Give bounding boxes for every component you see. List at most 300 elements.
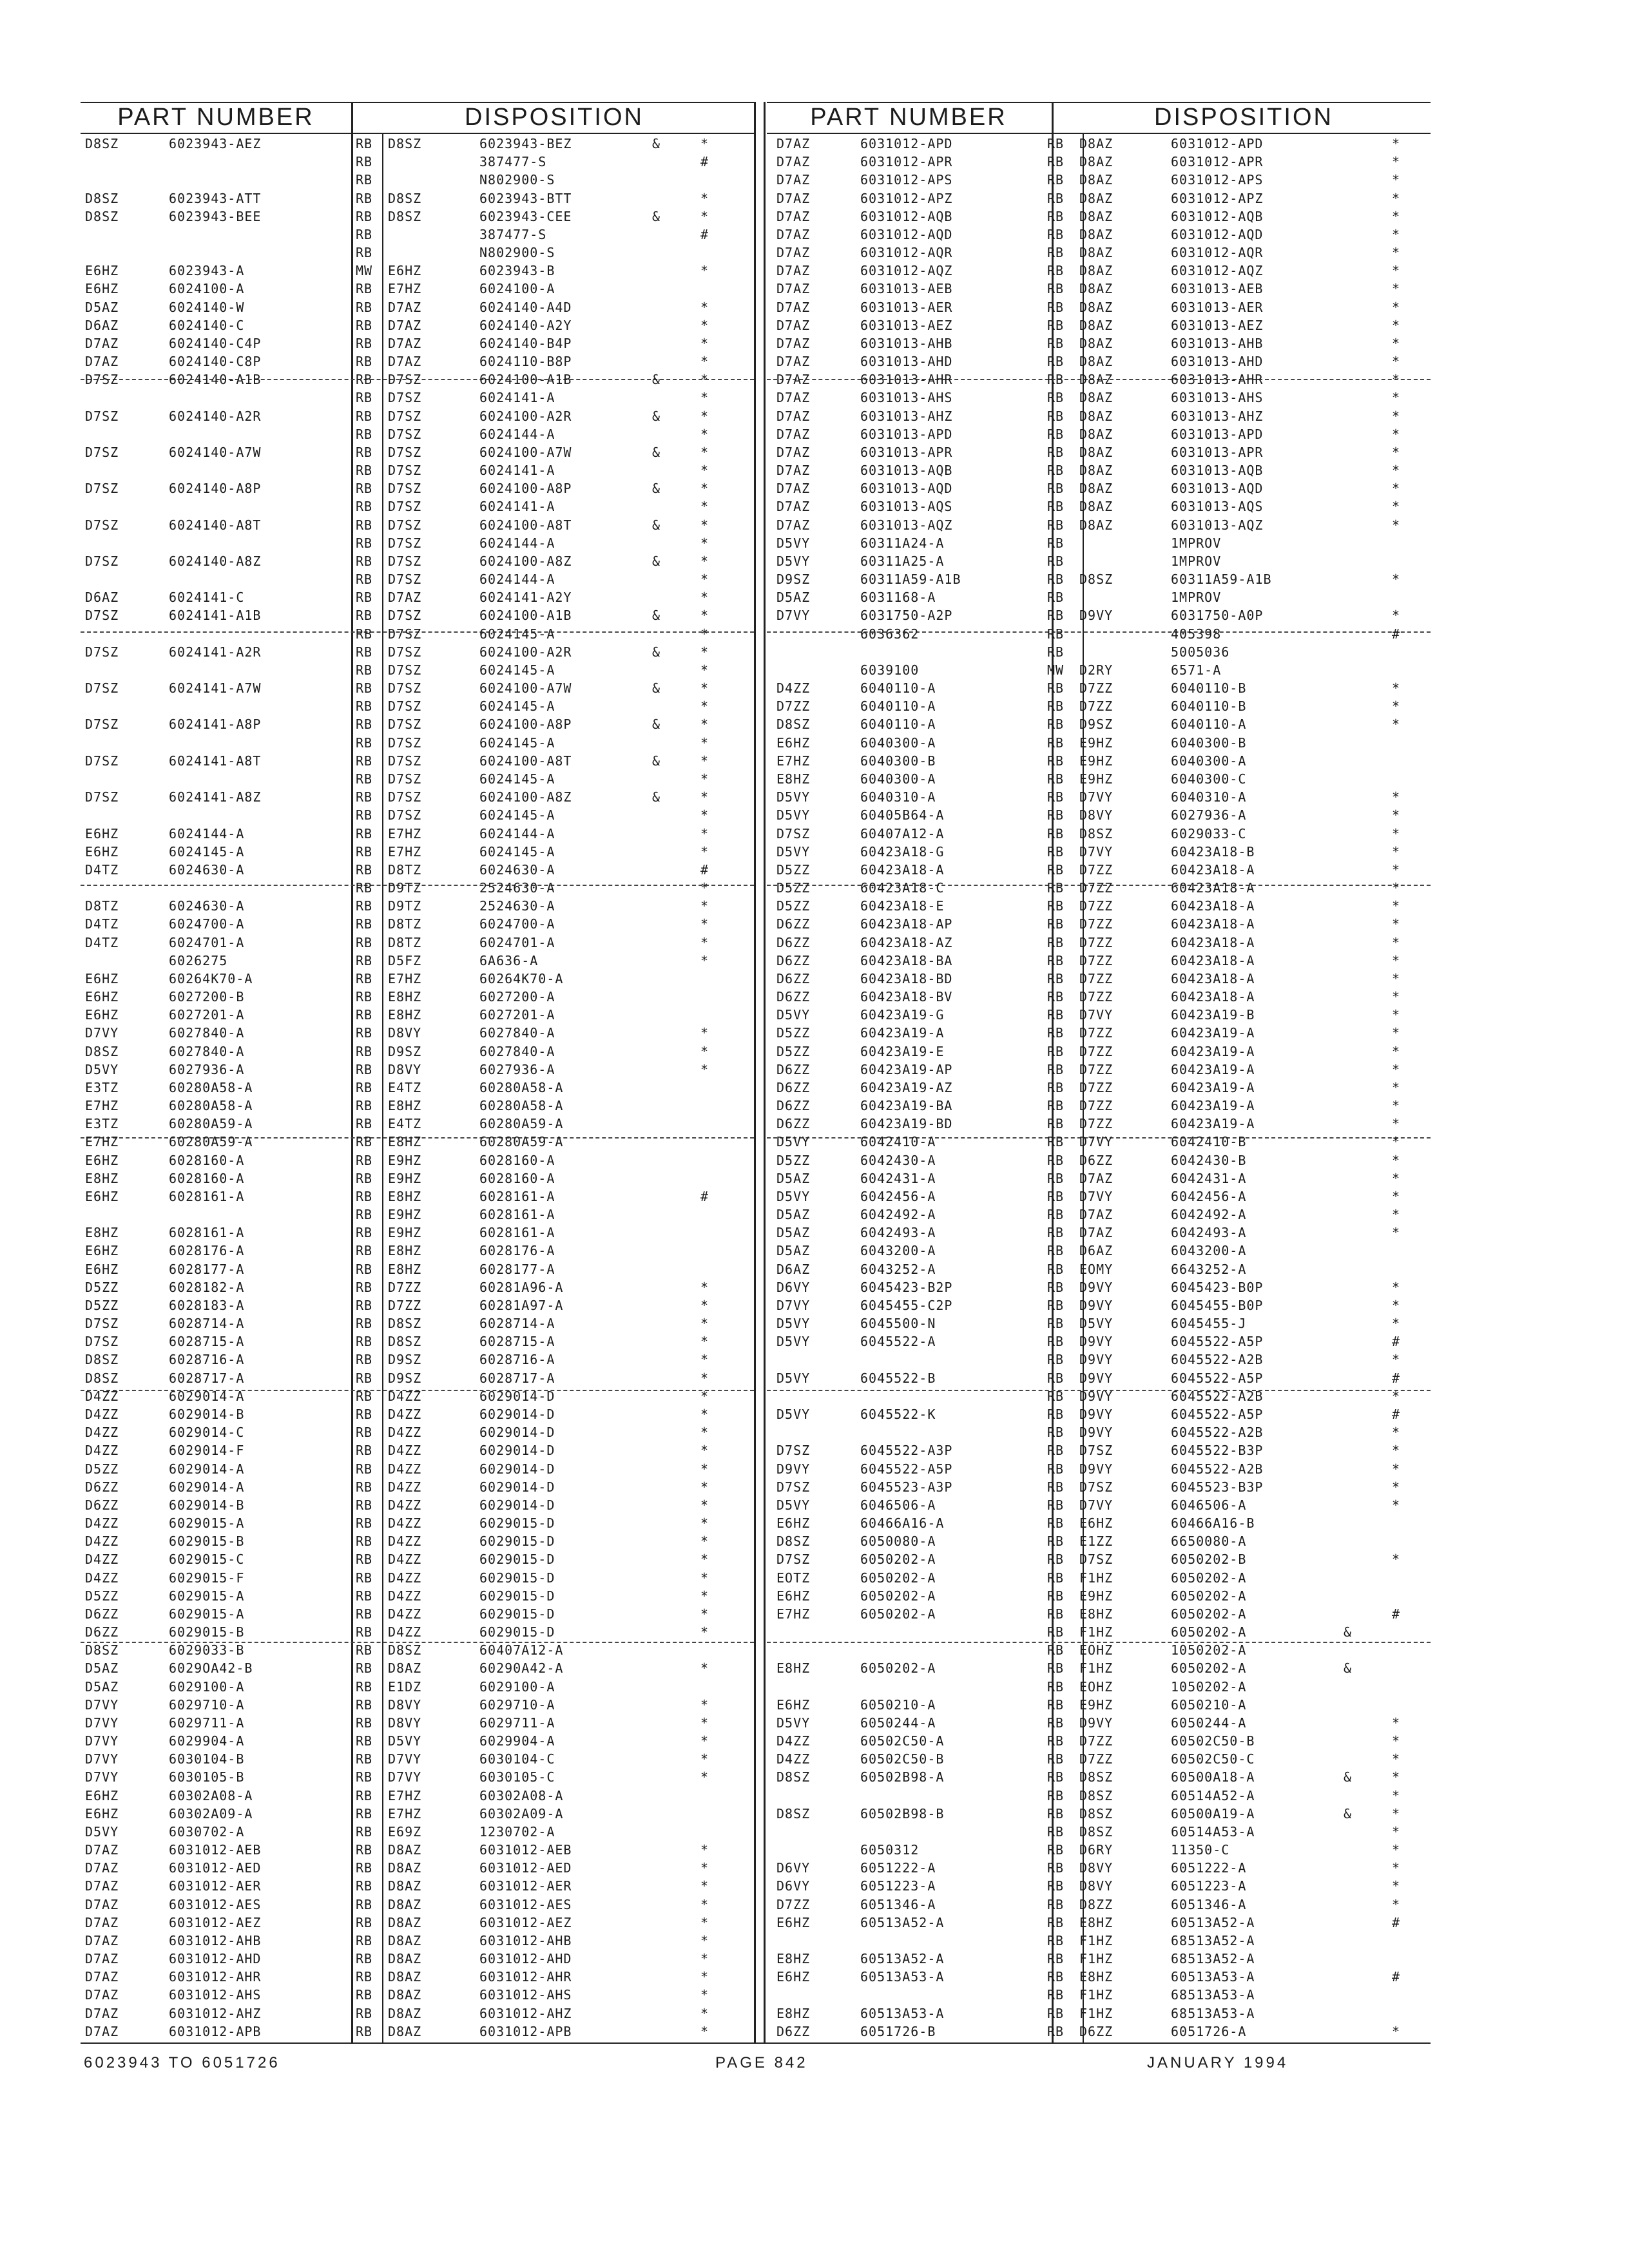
row-disp-part: 6024145-A: [479, 735, 555, 751]
table-row: [85, 590, 749, 605]
row-disp-prefix: EOMY: [1079, 1261, 1113, 1277]
row-disp-prefix: D7SZ: [388, 535, 422, 551]
row-part-number: 6024140-C4P: [169, 335, 262, 351]
row-disp-prefix: E9HZ: [1079, 753, 1113, 769]
row-part-number: 6028715-A: [169, 1334, 245, 1350]
row-disp-prefix: D9SZ: [388, 1043, 422, 1059]
row-disp-part: 6040110-B: [1171, 698, 1247, 715]
table-row: [85, 1371, 749, 1386]
row-part-number: 60423A18-AZ: [860, 934, 953, 950]
row-part-number: 6031012-AEB: [169, 1842, 262, 1858]
row-disp-prefix: D7SZ: [388, 716, 422, 733]
row-source-code: RB: [1047, 1932, 1065, 1948]
row-source-code: RB: [356, 644, 373, 660]
row-prefix: D8SZ: [776, 1769, 811, 1785]
row-flag: *: [1392, 335, 1401, 351]
row-part-number: 6023943-AEZ: [169, 136, 262, 151]
table-row: [776, 1571, 1440, 1586]
row-disp-part: 6029015-D: [479, 1588, 555, 1604]
row-disp-part: 6024141-A: [479, 499, 555, 515]
row-source-code: RB: [356, 1696, 373, 1713]
row-prefix: D5AZ: [776, 1243, 811, 1259]
row-disp-prefix: D8AZ: [388, 2023, 422, 2039]
row-source-code: RB: [356, 553, 373, 569]
row-flag: *: [700, 1461, 709, 1477]
row-part-number: 60423A18-BV: [860, 989, 953, 1005]
row-part-number: 6050080-A: [860, 1533, 936, 1550]
row-disp-part: 6571-A: [1171, 662, 1222, 678]
row-ampersand: &: [652, 444, 661, 460]
row-prefix: E7HZ: [85, 1098, 119, 1114]
row-source-code: RB: [1047, 1152, 1065, 1168]
table-row: [85, 1316, 749, 1331]
table-row: [776, 1044, 1440, 1059]
row-disp-part: 60280A58-A: [479, 1098, 564, 1114]
row-disp-prefix: D7AZ: [388, 335, 422, 351]
row-prefix: D7VY: [85, 1715, 119, 1731]
row-disp-part: 6029014-D: [479, 1388, 555, 1404]
table-row: [85, 1389, 749, 1404]
row-flag: *: [1392, 299, 1401, 315]
row-source-code: RB: [1047, 572, 1065, 588]
row-flag: *: [700, 898, 709, 914]
row-source-code: RB: [1047, 1261, 1065, 1277]
row-flag: *: [700, 880, 709, 896]
row-disp-part: 6029015-D: [479, 1624, 555, 1640]
row-disp-part: 6031012-AQD: [1171, 226, 1264, 242]
row-flag: *: [1392, 1425, 1401, 1441]
row-part-number: 6045522-A5P: [860, 1461, 953, 1477]
row-flag: *: [700, 1570, 709, 1586]
row-disp-part: 60423A19-A: [1171, 1116, 1255, 1132]
row-disp-prefix: D8AZ: [1079, 317, 1113, 333]
row-disp-part: 60423A18-A: [1171, 934, 1255, 950]
row-prefix: D5AZ: [85, 1660, 119, 1677]
row-part-number: 6024144-A: [169, 825, 245, 841]
row-disp-part: 6050202-B: [1171, 1552, 1247, 1568]
row-part-number: 60502B98-B: [860, 1805, 945, 1821]
row-prefix: D7AZ: [776, 263, 811, 279]
table-row: [85, 1225, 749, 1240]
row-disp-prefix: D7SZ: [1079, 1443, 1113, 1459]
row-disp-part: 60423A18-A: [1171, 880, 1255, 896]
row-disp-prefix: D2RY: [1079, 662, 1113, 678]
row-disp-part: 6024100-A7W: [479, 680, 572, 697]
row-prefix: D7SZ: [85, 1316, 119, 1332]
table-row: [776, 845, 1440, 860]
row-disp-prefix: D8AZ: [1079, 226, 1113, 242]
row-flag: *: [700, 1025, 709, 1041]
row-prefix: D5VY: [776, 1134, 811, 1150]
row-disp-prefix: D7VY: [1079, 843, 1113, 860]
row-disp-part: 68513A52-A: [1171, 1951, 1255, 1967]
row-disp-prefix: D8SZ: [1079, 1805, 1113, 1821]
row-flag: *: [1392, 1134, 1401, 1150]
row-flag: *: [700, 444, 709, 460]
row-disp-prefix: D8AZ: [388, 1860, 422, 1876]
row-part-number: 6031013-APD: [860, 426, 953, 442]
row-disp-part: 6024100-A8Z: [479, 553, 572, 569]
row-disp-prefix: D7VY: [388, 1769, 422, 1785]
row-part-number: 6042456-A: [860, 1188, 936, 1204]
row-source-code: RB: [356, 861, 373, 878]
row-disp-part: 6051222-A: [1171, 1860, 1247, 1876]
table-row: [85, 717, 749, 732]
row-prefix: D6ZZ: [776, 916, 811, 932]
row-disp-prefix: D7SZ: [388, 807, 422, 823]
row-disp-prefix: D8AZ: [1079, 245, 1113, 261]
row-source-code: RB: [1047, 408, 1065, 424]
row-part-number: 6029711-A: [169, 1715, 245, 1731]
row-disp-prefix: D7SZ: [388, 463, 422, 479]
row-flag: *: [1392, 1297, 1401, 1313]
row-flag: *: [700, 1914, 709, 1930]
row-source-code: RB: [356, 1642, 373, 1658]
row-source-code: RB: [1047, 2023, 1065, 2039]
row-source-code: RB: [1047, 1225, 1065, 1241]
row-disp-part: 6029014-D: [479, 1425, 555, 1441]
row-prefix: D7AZ: [776, 426, 811, 442]
row-flag: *: [700, 1334, 709, 1350]
row-prefix: D7AZ: [776, 190, 811, 206]
table-row: [85, 1498, 749, 1513]
row-source-code: RB: [356, 1787, 373, 1803]
row-source-code: RB: [1047, 154, 1065, 170]
row-source-code: RB: [1047, 1624, 1065, 1640]
row-disp-prefix: D9SZ: [388, 1370, 422, 1386]
row-disp-part: 6042431-A: [1171, 1170, 1247, 1186]
row-prefix: D6ZZ: [776, 1061, 811, 1077]
row-disp-prefix: D9SZ: [1079, 716, 1113, 733]
row-part-number: 6031168-A: [860, 590, 936, 606]
row-source-code: RB: [1047, 716, 1065, 733]
row-flag: *: [1392, 898, 1401, 914]
row-prefix: D7AZ: [85, 1932, 119, 1948]
row-prefix: D7AZ: [776, 317, 811, 333]
row-part-number: 6029100-A: [169, 1678, 245, 1695]
row-source-code: RB: [356, 208, 373, 224]
row-disp-prefix: E9HZ: [1079, 1588, 1113, 1604]
row-disp-part: 5005036: [1171, 644, 1230, 660]
row-disp-prefix: D8SZ: [1079, 825, 1113, 841]
row-disp-part: 68513A53-A: [1171, 1987, 1255, 2003]
row-source-code: RB: [1047, 1823, 1065, 1840]
table-row: [776, 554, 1440, 569]
row-prefix: D6ZZ: [85, 1497, 119, 1513]
table-row: [776, 772, 1440, 787]
row-disp-part: 6029015-D: [479, 1533, 555, 1550]
row-ampersand: &: [652, 553, 661, 569]
row-flag: *: [700, 1969, 709, 1985]
row-source-code: RB: [1047, 1388, 1065, 1404]
table-row: [776, 1280, 1440, 1295]
row-source-code: RB: [1047, 1188, 1065, 1204]
row-prefix: D7SZ: [85, 644, 119, 660]
row-flag: *: [700, 1860, 709, 1876]
row-flag: *: [1392, 1842, 1401, 1858]
row-source-code: RB: [1047, 1969, 1065, 1985]
row-disp-part: 6045455-J: [1171, 1316, 1247, 1332]
row-part-number: 6023943-BEE: [169, 208, 262, 224]
row-prefix: D6ZZ: [776, 934, 811, 950]
row-flag: *: [1392, 1025, 1401, 1041]
row-prefix: D4TZ: [85, 934, 119, 950]
table-row: [776, 1316, 1440, 1331]
table-row: [776, 1117, 1440, 1131]
row-disp-part: 1MPROV: [1171, 590, 1222, 606]
row-disp-part: 6045423-B0P: [1171, 1279, 1264, 1295]
row-disp-part: N802900-S: [479, 172, 555, 188]
row-disp-part: 60502C50-B: [1171, 1733, 1255, 1749]
table-row: [776, 699, 1440, 714]
row-disp-prefix: D7SZ: [388, 626, 422, 642]
row-prefix: D5ZZ: [776, 1152, 811, 1168]
row-ampersand: &: [1344, 1769, 1353, 1785]
row-source-code: RB: [356, 1370, 373, 1386]
table-row: [85, 300, 749, 315]
row-flag: *: [700, 771, 709, 787]
row-part-number: 6029015-A: [169, 1606, 245, 1622]
row-disp-part: 6023943-CEE: [479, 208, 572, 224]
row-disp-part: 6030105-C: [479, 1769, 555, 1785]
row-disp-part: 6028161-A: [479, 1188, 555, 1204]
row-part-number: 60280A58-A: [169, 1079, 253, 1095]
row-disp-prefix: D8VY: [388, 1715, 422, 1731]
row-part-number: 6031012-AQZ: [860, 263, 953, 279]
row-disp-prefix: F1HZ: [1079, 2005, 1113, 2021]
row-disp-prefix: E7HZ: [388, 843, 422, 860]
table-row: [776, 572, 1440, 587]
row-prefix: D8SZ: [776, 716, 811, 733]
table-row: [776, 481, 1440, 496]
row-source-code: RB: [356, 608, 373, 624]
row-disp-prefix: E4TZ: [388, 1116, 422, 1132]
row-prefix: D7AZ: [85, 335, 119, 351]
row-flag: *: [700, 463, 709, 479]
table-row: [85, 409, 749, 424]
row-source-code: RB: [356, 226, 373, 242]
row-disp-prefix: E9HZ: [1079, 735, 1113, 751]
row-disp-prefix: D9VY: [1079, 1370, 1113, 1386]
row-disp-prefix: D8SZ: [388, 136, 422, 151]
row-part-number: 6030702-A: [169, 1823, 245, 1840]
row-source-code: RB: [356, 1751, 373, 1767]
table-row: [85, 1552, 749, 1567]
row-disp-prefix: F1HZ: [1079, 1660, 1113, 1677]
row-disp-prefix: D8ZZ: [1079, 1896, 1113, 1912]
table-row: [776, 318, 1440, 333]
table-row: [776, 936, 1440, 950]
row-part-number: 6024141-A8Z: [169, 789, 262, 805]
row-prefix: D7AZ: [85, 1914, 119, 1930]
row-flag: *: [700, 390, 709, 406]
row-source-code: RB: [356, 1606, 373, 1622]
row-disp-prefix: D7ZZ: [1079, 1751, 1113, 1767]
table-row: [85, 1352, 749, 1367]
row-prefix: D4ZZ: [776, 1751, 811, 1767]
left-header-rule: [81, 133, 754, 134]
row-source-code: RB: [356, 1261, 373, 1277]
row-disp-prefix: E9HZ: [1079, 1696, 1113, 1713]
row-prefix: D7AZ: [85, 2005, 119, 2021]
row-disp-part: 6A636-A: [479, 952, 539, 968]
row-prefix: EOTZ: [776, 1570, 811, 1586]
row-disp-part: 6023943-BEZ: [479, 136, 572, 151]
row-flag: *: [700, 1407, 709, 1422]
row-prefix: D7SZ: [85, 716, 119, 733]
table-row: [776, 2024, 1440, 2039]
row-source-code: RB: [1047, 245, 1065, 261]
table-row: [85, 1443, 749, 1458]
row-disp-part: 6024140-B4P: [479, 335, 572, 351]
table-row: [776, 1825, 1440, 1840]
row-prefix: D5AZ: [776, 1170, 811, 1186]
row-flag: *: [700, 481, 709, 497]
row-flag: *: [1392, 1098, 1401, 1114]
row-part-number: 6040110-A: [860, 680, 936, 697]
row-disp-part: 6050202-A: [1171, 1660, 1247, 1677]
table-row: [776, 390, 1440, 405]
row-disp-part: 6031012-AQR: [1171, 245, 1264, 261]
table-row: [85, 1480, 749, 1495]
table-row: [776, 1970, 1440, 1984]
row-part-number: 6029033-B: [169, 1642, 245, 1658]
row-disp-part: 6031013-AEB: [1171, 281, 1264, 297]
table-row: [776, 1516, 1440, 1531]
row-flag: *: [1392, 1715, 1401, 1731]
row-source-code: RB: [356, 698, 373, 715]
row-prefix: D6ZZ: [85, 1479, 119, 1495]
row-disp-part: 6031013-AHZ: [1171, 408, 1264, 424]
left-disposition-header: DISPOSITION: [465, 104, 644, 131]
row-flag: *: [1392, 1007, 1401, 1023]
row-disp-part: 6042493-A: [1171, 1225, 1247, 1241]
row-source-code: RB: [1047, 1279, 1065, 1295]
row-disp-prefix: D7VY: [388, 1751, 422, 1767]
row-prefix: E6HZ: [776, 1588, 811, 1604]
row-flag: *: [700, 2005, 709, 2021]
row-disp-part: 6031013-APR: [1171, 444, 1264, 460]
row-prefix: E3TZ: [85, 1079, 119, 1095]
row-prefix: D6AZ: [776, 1261, 811, 1277]
row-disp-prefix: D4ZZ: [388, 1479, 422, 1495]
row-disp-prefix: D7SZ: [388, 572, 422, 588]
table-row: [85, 1008, 749, 1023]
row-disp-part: 6031013-AHB: [1171, 335, 1264, 351]
row-source-code: RB: [356, 952, 373, 968]
row-disp-part: 6024140-A4D: [479, 299, 572, 315]
row-part-number: 6039100: [860, 662, 920, 678]
row-disp-prefix: D9VY: [1079, 1279, 1113, 1295]
table-row: [776, 1879, 1440, 1894]
row-disp-part: 6043200-A: [1171, 1243, 1247, 1259]
row-source-code: RB: [1047, 989, 1065, 1005]
row-prefix: E7HZ: [776, 1606, 811, 1622]
row-source-code: RB: [1047, 517, 1065, 533]
left-part-number-header: PART NUMBER: [117, 104, 314, 131]
row-part-number: 6024140-A1B: [169, 372, 262, 388]
row-part-number: 6040300-A: [860, 771, 936, 787]
row-flag: *: [1392, 245, 1401, 261]
row-part-number: 6031013-AEB: [860, 281, 953, 297]
row-disp-prefix: D7ZZ: [1079, 970, 1113, 986]
row-source-code: RB: [356, 934, 373, 950]
table-row: [85, 1643, 749, 1658]
row-prefix: D4TZ: [85, 916, 119, 932]
table-row: [85, 1970, 749, 1984]
row-flag: *: [1392, 916, 1401, 932]
row-part-number: 6030104-B: [169, 1751, 245, 1767]
row-part-number: 60423A18-C: [860, 880, 945, 896]
row-flag: *: [700, 843, 709, 860]
row-disp-prefix: D8SZ: [1079, 572, 1113, 588]
row-part-number: 6045522-A: [860, 1334, 936, 1350]
row-disp-prefix: D7ZZ: [1079, 1061, 1113, 1077]
row-disp-part: 6045522-A5P: [1171, 1334, 1264, 1350]
row-part-number: 60423A18-BD: [860, 970, 953, 986]
row-part-number: 6040300-B: [860, 753, 936, 769]
row-source-code: RB: [356, 444, 373, 460]
row-part-number: 6045455-C2P: [860, 1297, 953, 1313]
row-disp-prefix: D8AZ: [1079, 517, 1113, 533]
row-disp-part: 6031013-AQD: [1171, 481, 1264, 497]
row-disp-part: 6050202-A: [1171, 1588, 1247, 1604]
row-source-code: RB: [356, 1552, 373, 1568]
row-prefix: D7ZZ: [776, 698, 811, 715]
row-part-number: 6024141-A1B: [169, 608, 262, 624]
row-source-code: RB: [356, 1769, 373, 1785]
row-flag: *: [1392, 1116, 1401, 1132]
row-disp-prefix: E4TZ: [388, 1079, 422, 1095]
table-row: [776, 173, 1440, 187]
row-disp-prefix: E7HZ: [388, 1787, 422, 1803]
row-part-number: 60280A59-A: [169, 1134, 253, 1150]
row-source-code: RB: [356, 1987, 373, 2003]
row-flag: *: [1392, 1352, 1401, 1368]
row-flag: *: [1392, 880, 1401, 896]
table-row: [776, 790, 1440, 805]
row-source-code: RB: [356, 1733, 373, 1749]
row-disp-prefix: D7ZZ: [1079, 989, 1113, 1005]
row-flag: *: [700, 1515, 709, 1532]
row-disp-part: 6029904-A: [479, 1733, 555, 1749]
row-part-number: 6031013-AHS: [860, 390, 953, 406]
row-prefix: D5ZZ: [85, 1279, 119, 1295]
row-source-code: RB: [1047, 843, 1065, 860]
row-source-code: RB: [1047, 1443, 1065, 1459]
row-flag: *: [700, 807, 709, 823]
row-flag: *: [700, 335, 709, 351]
row-part-number: 6026275: [169, 952, 228, 968]
row-source-code: RB: [356, 572, 373, 588]
row-prefix: D5ZZ: [85, 1461, 119, 1477]
row-prefix: D5VY: [776, 1407, 811, 1422]
row-prefix: D7SZ: [776, 1443, 811, 1459]
row-part-number: 6028182-A: [169, 1279, 245, 1295]
table-row: [85, 1135, 749, 1149]
row-disp-part: 6029100-A: [479, 1678, 555, 1695]
row-source-code: RB: [356, 680, 373, 697]
row-disp-prefix: D9TZ: [388, 898, 422, 914]
row-disp-part: 6029014-D: [479, 1443, 555, 1459]
row-disp-prefix: D4ZZ: [388, 1588, 422, 1604]
table-row: [776, 899, 1440, 914]
row-prefix: D5AZ: [776, 590, 811, 606]
row-disp-prefix: D8AZ: [1079, 390, 1113, 406]
row-disp-prefix: D7ZZ: [1079, 1098, 1113, 1114]
row-disp-prefix: D8AZ: [1079, 208, 1113, 224]
row-disp-part: 6024110-B8P: [479, 354, 572, 370]
